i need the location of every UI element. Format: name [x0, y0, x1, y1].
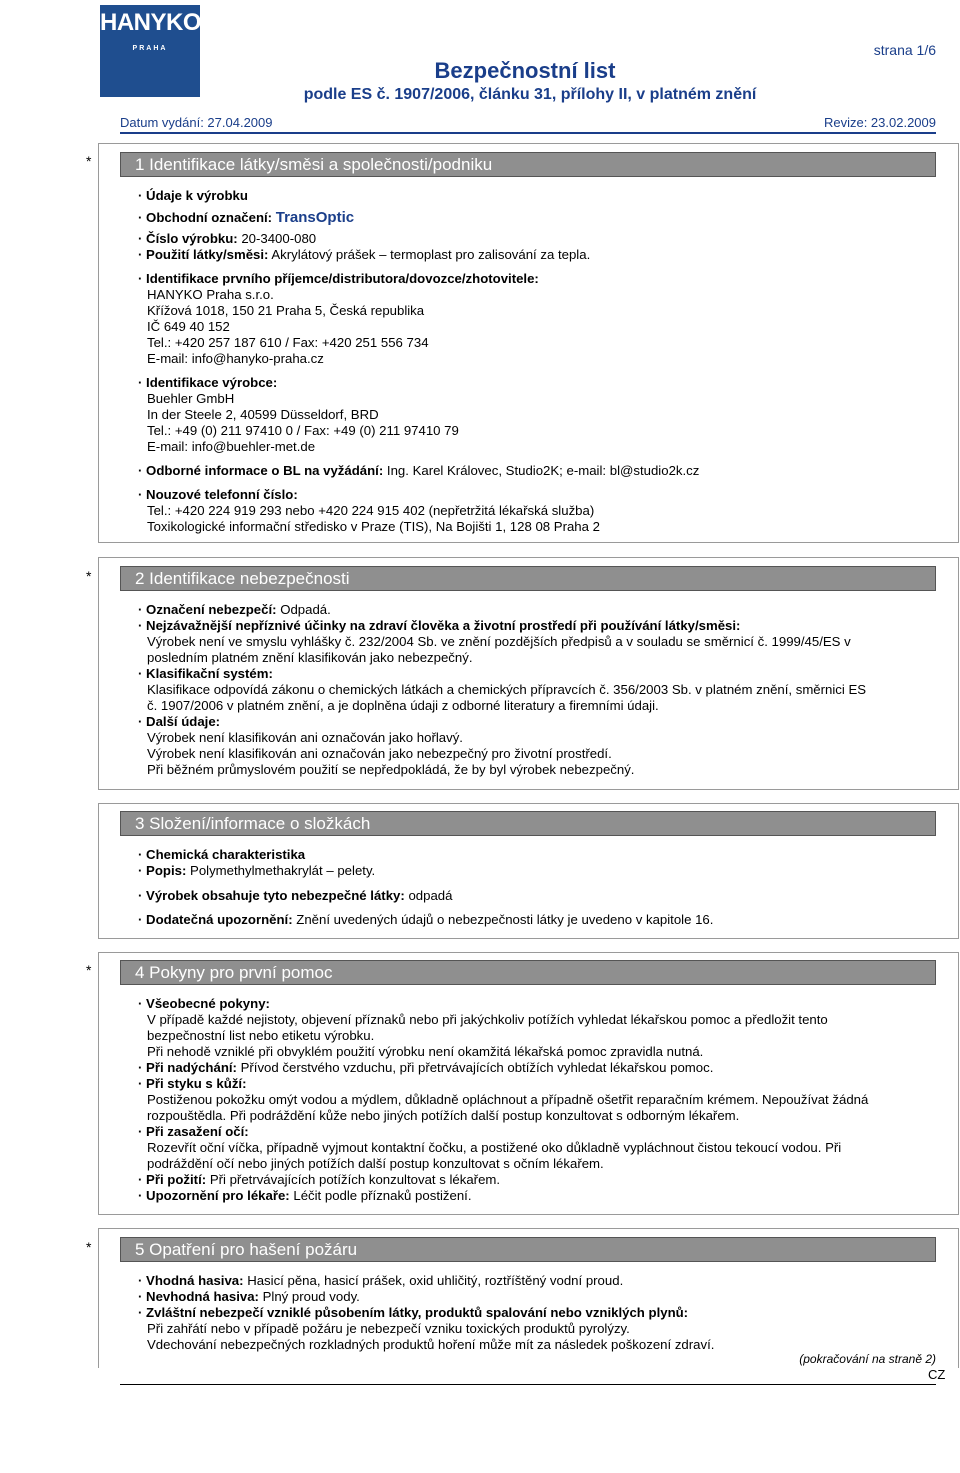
- trade-label: · Obchodní označení:: [138, 210, 273, 225]
- product-number-line: [138, 231, 316, 247]
- manufacturer-label: · Identifikace výrobce:: [138, 375, 278, 390]
- continuation-note: (pokračování na straně 2): [799, 1352, 936, 1366]
- effects-line: Výrobek není ve smyslu vyhlášky č. 232/2004 Sb. ve znění pozdějších předpisů a v souladu se směrnicí č. 1999/45/ES v: [147, 634, 851, 649]
- hazard-value: Odpadá.: [280, 602, 331, 617]
- unsuitable-label: · Nevhodná hasiva:: [138, 1289, 259, 1304]
- general-label: · Všeobecné pokyny:: [138, 996, 270, 1011]
- doctor-note-line: [138, 1188, 472, 1204]
- trade-name-line: [138, 210, 354, 226]
- classification-line: č. 1907/2006 v platném znění, a je doplněna údaji z odborné literatury a firemními údaji.: [147, 698, 659, 713]
- expert-info-line: [138, 463, 699, 479]
- additional-notes-line: [138, 912, 713, 928]
- chem-label: · Chemická charakteristika: [138, 847, 306, 862]
- inhalation-label: · Při nadýchání:: [138, 1060, 237, 1075]
- hazard-label: · Označení nebezpečí:: [138, 602, 277, 617]
- effects-line: posledním platném znění klasifikován jako nebezpečný.: [147, 650, 473, 665]
- emergency-line: Toxikologické informační středisko v Praze (TIS), Na Bojišti 1, 128 08 Praha 2: [147, 519, 600, 534]
- use-label: · Použití látky/směsi:: [138, 247, 269, 262]
- manufacturer-line: In der Steele 2, 40599 Düsseldorf, BRD: [147, 407, 379, 422]
- trade-value: TransOptic: [275, 209, 355, 226]
- change-marker: *: [86, 153, 92, 169]
- classification-line: Klasifikace odpovídá zákonu o chemických látkách a chemických přípravcích č. 356/2003 Sb. v platném znění, směrnici ES: [147, 682, 867, 697]
- change-marker: *: [86, 1239, 92, 1255]
- section-1-heading: 1 Identifikace látky/směsi a společnosti/podniku: [120, 152, 936, 177]
- manufacturer-line: Tel.: +49 (0) 211 97410 0 / Fax: +49 (0) 211 97410 79: [147, 423, 459, 438]
- eye-label: · Při zasažení očí:: [138, 1124, 249, 1139]
- unsuitable-value: Plný proud vody.: [262, 1289, 360, 1304]
- general-line: bezpečnostní list nebo etiketu výrobku.: [147, 1028, 375, 1043]
- inhalation-value: Přívod čerstvého vzduchu, při přetrvávajících obtížích vyhledat lékařskou pomoc.: [240, 1060, 714, 1075]
- other-line: Výrobek není klasifikován ani označován jako hořlavý.: [147, 730, 463, 745]
- additional-label: · Dodatečná upozornění:: [138, 912, 293, 927]
- header-divider: [120, 132, 936, 134]
- additional-value: Znění uvedených údajů o nebezpečnosti látky je uvedeno v kapitole 16.: [296, 912, 714, 927]
- description-value: Polymethylmethakrylát – pelety.: [190, 863, 376, 878]
- general-line: V případě každé nejistoty, objevení příznaků nebo při jakýchkoliv potížích vyhledat lékařskou pomoc a předložit tento: [147, 1012, 828, 1027]
- other-line: Při běžném průmyslovém použití se nepředpokládá, že by byl výrobek nebezpečný.: [147, 762, 635, 777]
- footer-divider: [120, 1384, 936, 1385]
- section-5-heading: 5 Opatření pro hašení požáru: [120, 1237, 936, 1262]
- distributor-line: Tel.: +420 257 187 610 / Fax: +420 251 556 734: [147, 335, 429, 350]
- doctor-value: Léčit podle příznaků postižení.: [293, 1188, 472, 1203]
- eye-line: podráždění očí nebo jiných potížích další postup konzultovat s očním lékařem.: [147, 1156, 604, 1171]
- effects-label: · Nejzávažnější nepříznivé účinky na zdraví člověka a životní prostředí při používání látky/směsi:: [138, 618, 741, 633]
- distributor-line: Křížová 1018, 150 21 Praha 5, Česká republika: [147, 303, 425, 318]
- section-4-heading: 4 Pokyny pro první pomoc: [120, 960, 936, 985]
- classification-label: · Klasifikační systém:: [138, 666, 273, 681]
- change-marker: *: [86, 962, 92, 978]
- distributor-label: · Identifikace prvního příjemce/distributora/dovozce/zhotovitele:: [138, 271, 539, 286]
- eye-line: Rozevřít oční víčka, případně vyjmout kontaktní čočku, a postižené oko důkladně vypláchnout čistou tekoucí vodou. Při: [147, 1140, 842, 1155]
- special-hazard-line: Při zahřátí nebo v případě požáru je nebezpečí vzniku toxických produktů pyrolýzy.: [147, 1321, 630, 1336]
- use-value: Akrylátový prášek – termoplast pro zalisování za tepla.: [271, 247, 591, 262]
- hazard-line: [138, 602, 331, 618]
- expert-value: Ing. Karel Královec, Studio2K; e-mail: bl@studio2k.cz: [386, 463, 700, 478]
- suitable-label: · Vhodná hasiva:: [138, 1273, 244, 1288]
- description-line: [138, 863, 375, 879]
- hazardous-substances-line: [138, 888, 452, 904]
- ingestion-line: [138, 1172, 500, 1188]
- document-subtitle: podle ES č. 1907/2006, článku 31, přílohy II, v platném znění: [303, 86, 757, 103]
- suitable-value: Hasicí pěna, hasicí prášek, oxid uhličitý, roztříštěný vodní proud.: [247, 1273, 624, 1288]
- doctor-label: · Upozornění pro lékaře:: [138, 1188, 290, 1203]
- other-line: Výrobek není klasifikován ani označován jako nebezpečný pro životní prostředí.: [147, 746, 612, 761]
- special-hazard-label: · Zvláštní nebezpečí vzniklé působením látky, produktů spalování nebo vzniklých plynů:: [138, 1305, 689, 1320]
- special-hazard-line: Vdechování nebezpečných rozkladných produktů hoření může mít za následek poškození zdraví.: [147, 1337, 715, 1352]
- expert-label: · Odborné informace o BL na vyžádání:: [138, 463, 384, 478]
- company-logo: [100, 5, 200, 97]
- emergency-line: Tel.: +420 224 919 293 nebo +420 224 915 402 (nepřetržitá lékařská služba): [147, 503, 595, 518]
- unsuitable-agents-line: [138, 1289, 360, 1305]
- suitable-agents-line: [138, 1273, 623, 1289]
- number-value: 20-3400-080: [241, 231, 317, 246]
- manufacturer-line: Buehler GmbH: [147, 391, 235, 406]
- distributor-line: HANYKO Praha s.r.o.: [147, 287, 274, 302]
- revision-date: Revize: 23.02.2009: [823, 115, 936, 130]
- product-label: · Údaje k výrobku: [138, 188, 248, 203]
- description-label: · Popis:: [138, 863, 187, 878]
- use-line: [138, 247, 590, 263]
- section-2-heading: 2 Identifikace nebezpečnosti: [120, 566, 936, 591]
- distributor-line: IČ 649 40 152: [147, 319, 230, 334]
- inhalation-line: [138, 1060, 713, 1076]
- other-label: · Další údaje:: [138, 714, 221, 729]
- hazardous-value: odpadá: [408, 888, 453, 903]
- change-marker: *: [86, 568, 92, 584]
- document-title: Bezpečnostní list: [434, 58, 616, 83]
- manufacturer-line: E-mail: info@buehler-met.de: [147, 439, 316, 454]
- language-code: CZ: [928, 1367, 946, 1382]
- skin-line: rozpouštědla. Při podráždění kůže nebo jiných potížích další postup konzultovat s odborným lékařem.: [147, 1108, 740, 1123]
- page-number: strana 1/6: [873, 42, 936, 58]
- hazardous-label: · Výrobek obsahuje tyto nebezpečné látky:: [138, 888, 405, 903]
- emergency-label: · Nouzové telefonní číslo:: [138, 487, 298, 502]
- general-line: Při nehodě vzniklé při obvyklém použití výrobku není okamžitá lékařská pomoc zpravidla nutná.: [147, 1044, 704, 1059]
- ingestion-label: · Při požití:: [138, 1172, 207, 1187]
- distributor-line: E-mail: info@hanyko-praha.cz: [147, 351, 324, 366]
- number-label: · Číslo výrobku:: [138, 231, 238, 246]
- section-3-heading: 3 Složení/informace o složkách: [120, 811, 936, 836]
- skin-label: · Při styku s kůží:: [138, 1076, 247, 1091]
- issue-date: Datum vydání: 27.04.2009: [120, 115, 273, 130]
- skin-line: Postiženou pokožku omýt vodou a mýdlem, důkladně opláchnout a případně ošetřit reparačním krémem. Nepoužívat žádná: [147, 1092, 869, 1107]
- logo-sub: PRAHA: [132, 45, 168, 52]
- logo-brand: HANYKO: [100, 9, 202, 36]
- ingestion-value: Při přetrvávajících potížích konzultovat s lékařem.: [209, 1172, 501, 1187]
